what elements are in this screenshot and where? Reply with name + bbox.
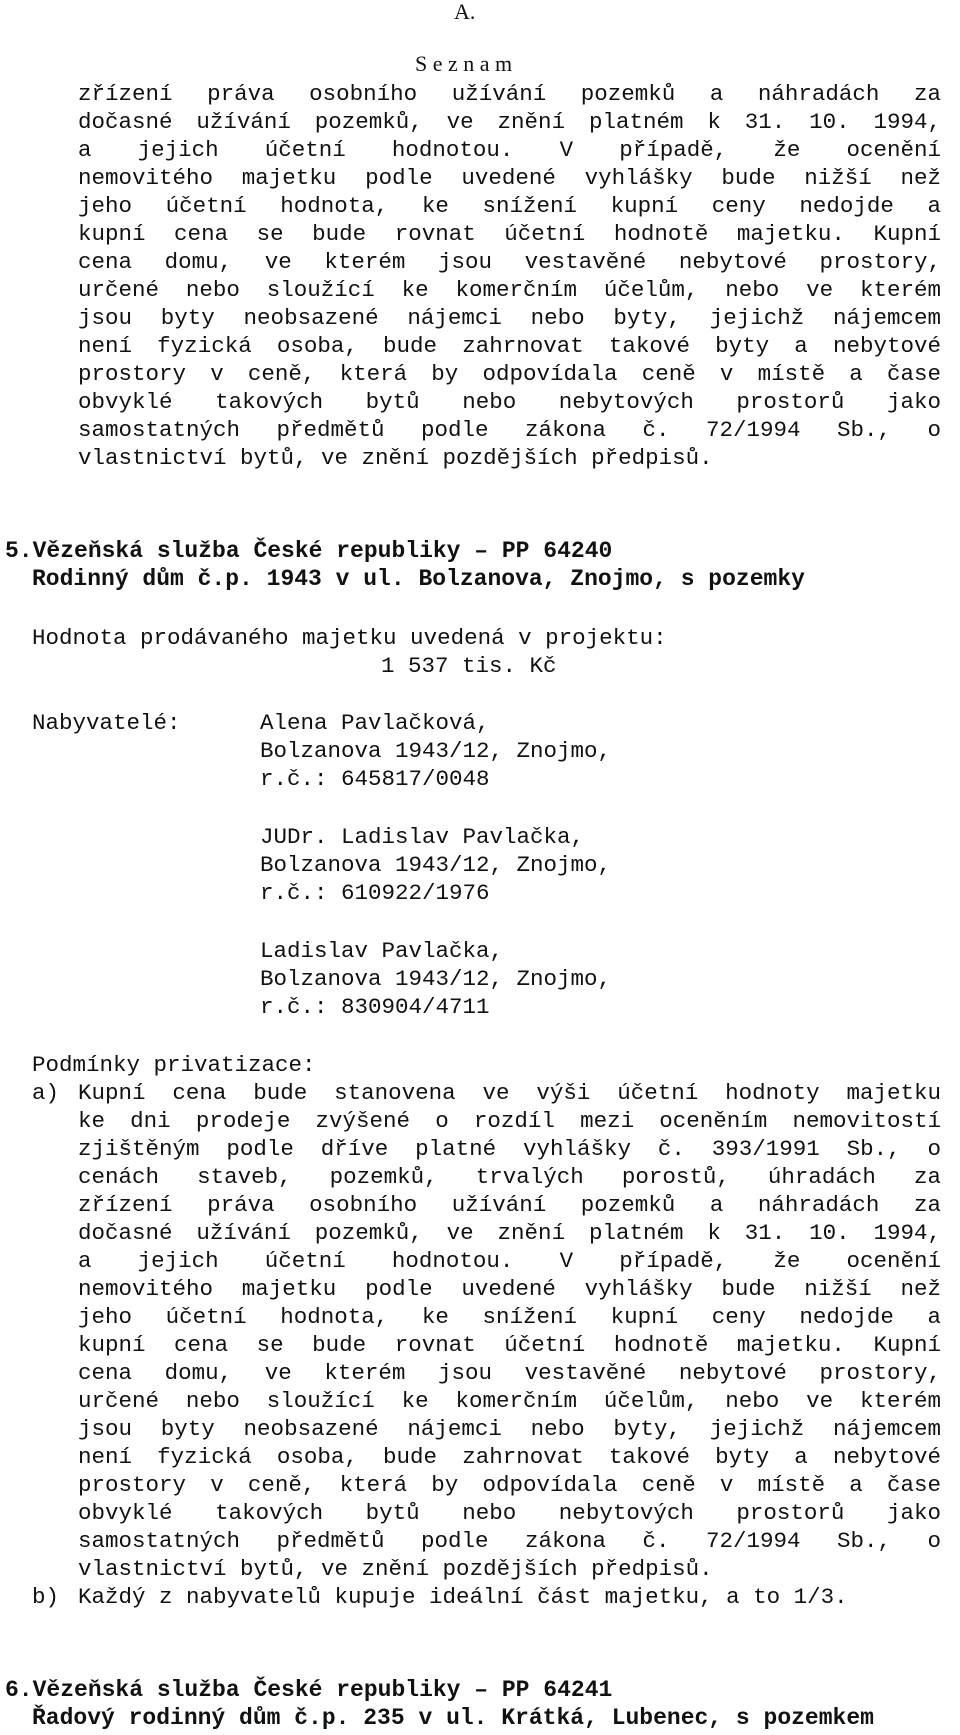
- condition-marker: b): [32, 1584, 60, 1610]
- text-line: dočasné užívání pozemků, ve znění platném k 31. 10. 1994,: [78, 1220, 941, 1246]
- text-line: jeho účetní hodnota, ke snížení kupní ceny nedojde a: [78, 193, 941, 219]
- buyer-name: Ladislav Pavlačka,: [260, 938, 504, 964]
- text-line: cena domu, ve kterém jsou vestavěné nebytové prostory,: [78, 1360, 941, 1386]
- buyer-address: Bolzanova 1943/12, Znojmo,: [260, 852, 612, 878]
- buyer-rc: r.č.: 830904/4711: [260, 994, 490, 1020]
- buyer-name: JUDr. Ladislav Pavlačka,: [260, 824, 585, 850]
- text-line: obvyklé takových bytů nebo nebytových prostorů jako: [78, 389, 941, 415]
- text-line: určené nebo sloužící ke komerčním účelům, nebo ve kterém: [78, 1388, 941, 1414]
- condition-marker: a): [32, 1080, 60, 1106]
- text-line: vlastnictví bytů, ve znění pozdějších předpisů.: [78, 1556, 713, 1582]
- text-line: samostatných předmětů podle zákona č. 72/1994 Sb., o: [78, 1528, 941, 1554]
- text-line: cena domu, ve kterém jsou vestavěné nebytové prostory,: [78, 249, 941, 275]
- buyer-address: Bolzanova 1943/12, Znojmo,: [260, 966, 612, 992]
- text-line: samostatných předmětů podle zákona č. 72/1994 Sb., o: [78, 417, 941, 443]
- text-line: Každý z nabyvatelů kupuje ideální část majetku, a to 1/3.: [78, 1584, 848, 1610]
- buyers-label: Nabyvatelé:: [32, 710, 181, 736]
- text-line: jeho účetní hodnota, ke snížení kupní ceny nedojde a: [78, 1304, 941, 1330]
- text-line: a jejich účetní hodnotou. V případě, že ocenění: [78, 137, 941, 163]
- value-label: Hodnota prodávaného majetku uvedená v projektu:: [32, 625, 667, 651]
- item-5-heading: 5.Vězeňská služba České republiky – PP 64240: [5, 538, 613, 564]
- buyer-name: Alena Pavlačková,: [260, 710, 490, 736]
- page-letter: A.: [454, 0, 476, 24]
- text-line: jsou byty neobsazené nájemci nebo byty, jejichž nájemcem: [78, 1416, 941, 1442]
- buyer-address: Bolzanova 1943/12, Znojmo,: [260, 738, 612, 764]
- item-6-heading: 6.Vězeňská služba České republiky – PP 64241: [5, 1677, 613, 1703]
- text-line: kupní cena se bude rovnat účetní hodnotě majetku. Kupní: [78, 221, 941, 247]
- text-line: zřízení práva osobního užívání pozemků a náhradách za: [78, 81, 941, 107]
- item-6-subheading: Řadový rodinný dům č.p. 235 v ul. Krátká, Lubenec, s pozemkem: [32, 1705, 874, 1731]
- text-line: Kupní cena bude stanovena ve výši účetní hodnoty majetku: [78, 1080, 941, 1106]
- conditions-label: Podmínky privatizace:: [32, 1052, 316, 1078]
- text-line: a jejich účetní hodnotou. V případě, že ocenění: [78, 1248, 941, 1274]
- buyer-rc: r.č.: 645817/0048: [260, 766, 490, 792]
- text-line: není fyzická osoba, bude zahrnovat takové byty a nebytové: [78, 1444, 941, 1470]
- document-title: S e z n a m: [415, 51, 513, 76]
- text-line: dočasné užívání pozemků, ve znění platném k 31. 10. 1994,: [78, 109, 941, 135]
- text-line: ke dni prodeje zvýšené o rozdíl mezi oceněním nemovitostí: [78, 1108, 941, 1134]
- item-5-subheading: Rodinný dům č.p. 1943 v ul. Bolzanova, Znojmo, s pozemky: [32, 566, 805, 592]
- text-line: zřízení práva osobního užívání pozemků a náhradách za: [78, 1192, 941, 1218]
- text-line: jsou byty neobsazené nájemci nebo byty, jejichž nájemcem: [78, 305, 941, 331]
- text-line: obvyklé takových bytů nebo nebytových prostorů jako: [78, 1500, 941, 1526]
- text-line: cenách staveb, pozemků, trvalých porostů, úhradách za: [78, 1164, 941, 1190]
- text-line: prostory v ceně, která by odpovídala ceně v místě a čase: [78, 361, 941, 387]
- text-line: kupní cena se bude rovnat účetní hodnotě majetku. Kupní: [78, 1332, 941, 1358]
- text-line: nemovitého majetku podle uvedené vyhlášky bude nižší než: [78, 165, 941, 191]
- text-line: zjištěným podle dříve platné vyhlášky č. 393/1991 Sb., o: [78, 1136, 941, 1162]
- text-line: vlastnictví bytů, ve znění pozdějších předpisů.: [78, 445, 713, 471]
- text-line: není fyzická osoba, bude zahrnovat takové byty a nebytové: [78, 333, 941, 359]
- buyer-rc: r.č.: 610922/1976: [260, 880, 490, 906]
- text-line: nemovitého majetku podle uvedené vyhlášky bude nižší než: [78, 1276, 941, 1302]
- value-amount: 1 537 tis. Kč: [381, 653, 557, 679]
- text-line: prostory v ceně, která by odpovídala ceně v místě a čase: [78, 1472, 941, 1498]
- text-line: určené nebo sloužící ke komerčním účelům, nebo ve kterém: [78, 277, 941, 303]
